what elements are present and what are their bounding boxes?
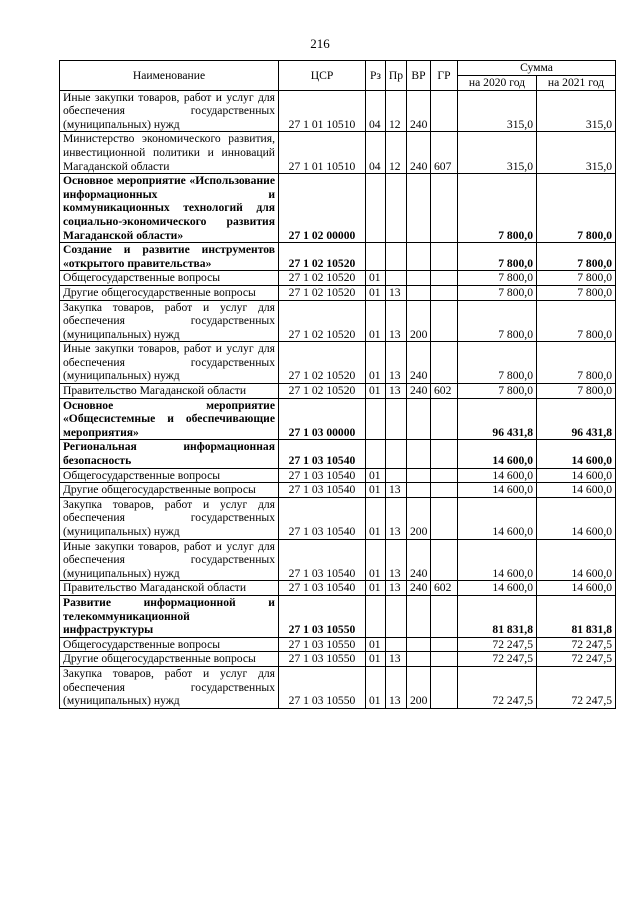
row-gr [431, 300, 458, 342]
row-pr [386, 174, 407, 243]
header-gr: ГР [431, 61, 458, 91]
row-name: Правительство Магаданской области [60, 384, 279, 399]
row-vr [407, 398, 431, 440]
row-sum-2020: 7 800,0 [458, 285, 537, 300]
row-csr: 27 1 03 10540 [279, 440, 366, 468]
row-vr: 240 [407, 539, 431, 581]
row-vr [407, 243, 431, 271]
row-gr [431, 271, 458, 286]
row-rz [366, 243, 386, 271]
row-rz: 01 [366, 271, 386, 286]
row-rz [366, 595, 386, 637]
row-name: Общегосударственные вопросы [60, 637, 279, 652]
row-gr [431, 285, 458, 300]
row-rz [366, 398, 386, 440]
row-csr: 27 1 03 10540 [279, 483, 366, 498]
table-row [60, 666, 616, 708]
row-csr: 27 1 02 10520 [279, 271, 366, 286]
table-row [60, 468, 616, 483]
header-pr: Пр [386, 61, 407, 91]
table-row [60, 90, 616, 132]
table-row [60, 398, 616, 440]
table-row [60, 174, 616, 243]
row-gr [431, 483, 458, 498]
row-name: Иные закупки товаров, работ и услуг для обеспечения государственных (муниципальных) нужд [60, 539, 279, 581]
row-name: Закупка товаров, работ и услуг для обеспечения государственных (муниципальных) нужд [60, 666, 279, 708]
row-name: Создание и развитие инструментов «открытого правительства» [60, 243, 279, 271]
row-name: Министерство экономического развития, инвестиционной политики и инноваций Магаданской области [60, 132, 279, 174]
row-sum-2020: 7 800,0 [458, 271, 537, 286]
table-body [60, 90, 616, 708]
row-gr: 602 [431, 384, 458, 399]
row-sum-2020: 7 800,0 [458, 174, 537, 243]
row-sum-2021: 7 800,0 [537, 342, 616, 384]
row-sum-2020: 315,0 [458, 132, 537, 174]
row-sum-2020: 14 600,0 [458, 468, 537, 483]
row-csr: 27 1 02 10520 [279, 243, 366, 271]
row-rz: 04 [366, 90, 386, 132]
row-sum-2021: 14 600,0 [537, 440, 616, 468]
row-sum-2020: 72 247,5 [458, 637, 537, 652]
row-sum-2021: 7 800,0 [537, 300, 616, 342]
row-csr: 27 1 03 10540 [279, 468, 366, 483]
row-sum-2020: 72 247,5 [458, 666, 537, 708]
row-gr [431, 666, 458, 708]
row-vr [407, 595, 431, 637]
row-pr [386, 440, 407, 468]
row-csr: 27 1 02 00000 [279, 174, 366, 243]
row-vr [407, 483, 431, 498]
row-sum-2021: 14 600,0 [537, 483, 616, 498]
row-csr: 27 1 03 10540 [279, 581, 366, 596]
header-name: Наименование [60, 61, 279, 91]
row-sum-2020: 14 600,0 [458, 581, 537, 596]
budget-table [59, 60, 616, 709]
row-vr [407, 285, 431, 300]
table-row [60, 581, 616, 596]
row-rz [366, 174, 386, 243]
row-sum-2021: 7 800,0 [537, 243, 616, 271]
page-number: 216 [310, 36, 330, 51]
row-sum-2020: 14 600,0 [458, 440, 537, 468]
row-pr [386, 398, 407, 440]
row-csr: 27 1 03 10540 [279, 497, 366, 539]
row-sum-2021: 7 800,0 [537, 384, 616, 399]
row-sum-2021: 14 600,0 [537, 581, 616, 596]
row-vr: 200 [407, 666, 431, 708]
table-row [60, 483, 616, 498]
row-name: Другие общегосударственные вопросы [60, 483, 279, 498]
header-vr: ВР [407, 61, 431, 91]
row-sum-2021: 72 247,5 [537, 666, 616, 708]
table-header [60, 61, 616, 91]
row-vr: 240 [407, 581, 431, 596]
row-sum-2020: 7 800,0 [458, 384, 537, 399]
row-gr [431, 90, 458, 132]
row-csr: 27 1 03 10550 [279, 666, 366, 708]
row-vr: 240 [407, 90, 431, 132]
row-rz: 01 [366, 666, 386, 708]
row-pr: 13 [386, 300, 407, 342]
row-vr [407, 174, 431, 243]
row-pr [386, 468, 407, 483]
row-sum-2021: 315,0 [537, 132, 616, 174]
row-pr [386, 243, 407, 271]
row-pr: 13 [386, 285, 407, 300]
table-row [60, 342, 616, 384]
row-name: Закупка товаров, работ и услуг для обеспечения государственных (муниципальных) нужд [60, 300, 279, 342]
row-name: Общегосударственные вопросы [60, 468, 279, 483]
row-vr [407, 637, 431, 652]
row-gr [431, 595, 458, 637]
row-name: Общегосударственные вопросы [60, 271, 279, 286]
row-rz: 01 [366, 539, 386, 581]
row-sum-2020: 14 600,0 [458, 497, 537, 539]
row-vr [407, 271, 431, 286]
row-name: Другие общегосударственные вопросы [60, 652, 279, 667]
row-sum-2021: 72 247,5 [537, 652, 616, 667]
row-rz: 01 [366, 483, 386, 498]
row-sum-2020: 14 600,0 [458, 483, 537, 498]
row-rz: 04 [366, 132, 386, 174]
row-name: Развитие информационной и телекоммуникационной инфраструктуры [60, 595, 279, 637]
table-row [60, 440, 616, 468]
header-year-2021: на 2021 год [537, 75, 616, 90]
row-gr [431, 342, 458, 384]
row-csr: 27 1 02 10520 [279, 342, 366, 384]
row-pr: 13 [386, 384, 407, 399]
row-sum-2021: 7 800,0 [537, 285, 616, 300]
row-csr: 27 1 03 00000 [279, 398, 366, 440]
row-rz: 01 [366, 468, 386, 483]
table-row [60, 132, 616, 174]
row-pr [386, 637, 407, 652]
table-row [60, 652, 616, 667]
row-pr: 13 [386, 342, 407, 384]
row-vr [407, 440, 431, 468]
row-csr: 27 1 02 10520 [279, 300, 366, 342]
row-rz: 01 [366, 581, 386, 596]
row-sum-2021: 14 600,0 [537, 539, 616, 581]
table-row [60, 271, 616, 286]
row-gr [431, 652, 458, 667]
row-gr [431, 468, 458, 483]
row-pr [386, 271, 407, 286]
row-rz: 01 [366, 652, 386, 667]
row-csr: 27 1 01 10510 [279, 90, 366, 132]
row-sum-2021: 14 600,0 [537, 468, 616, 483]
row-csr: 27 1 03 10550 [279, 595, 366, 637]
header-rz: Рз [366, 61, 386, 91]
row-gr [431, 440, 458, 468]
row-sum-2021: 315,0 [537, 90, 616, 132]
row-sum-2020: 315,0 [458, 90, 537, 132]
table-row [60, 497, 616, 539]
table-row [60, 300, 616, 342]
row-csr: 27 1 01 10510 [279, 132, 366, 174]
row-pr: 13 [386, 483, 407, 498]
row-name: Иные закупки товаров, работ и услуг для обеспечения государственных (муниципальных) нужд [60, 90, 279, 132]
row-name: Основное мероприятие «Использование информационных и коммуникационных технологий для социально-экономического развития Магаданской области» [60, 174, 279, 243]
row-vr: 200 [407, 300, 431, 342]
row-pr: 12 [386, 132, 407, 174]
row-pr: 13 [386, 652, 407, 667]
row-name: Региональная информационная безопасность [60, 440, 279, 468]
row-sum-2021: 7 800,0 [537, 174, 616, 243]
row-gr: 602 [431, 581, 458, 596]
header-csr: ЦСР [279, 61, 366, 91]
row-rz: 01 [366, 637, 386, 652]
row-sum-2020: 7 800,0 [458, 342, 537, 384]
row-sum-2020: 72 247,5 [458, 652, 537, 667]
row-sum-2020: 14 600,0 [458, 539, 537, 581]
row-vr: 240 [407, 132, 431, 174]
row-pr: 13 [386, 539, 407, 581]
row-vr [407, 652, 431, 667]
row-sum-2021: 72 247,5 [537, 637, 616, 652]
row-csr: 27 1 03 10550 [279, 637, 366, 652]
row-sum-2021: 14 600,0 [537, 497, 616, 539]
row-pr: 13 [386, 581, 407, 596]
row-sum-2021: 81 831,8 [537, 595, 616, 637]
row-name: Правительство Магаданской области [60, 581, 279, 596]
table-row [60, 384, 616, 399]
row-rz: 01 [366, 384, 386, 399]
table-row [60, 243, 616, 271]
table-row [60, 595, 616, 637]
header-sum: Сумма [458, 61, 616, 76]
row-vr [407, 468, 431, 483]
row-sum-2020: 81 831,8 [458, 595, 537, 637]
row-sum-2020: 96 431,8 [458, 398, 537, 440]
row-csr: 27 1 02 10520 [279, 384, 366, 399]
row-csr: 27 1 03 10540 [279, 539, 366, 581]
row-rz: 01 [366, 342, 386, 384]
row-gr [431, 539, 458, 581]
table-row [60, 285, 616, 300]
row-name: Основное мероприятие «Общесистемные и обеспечивающие мероприятия» [60, 398, 279, 440]
row-rz: 01 [366, 300, 386, 342]
row-vr: 240 [407, 342, 431, 384]
row-name: Иные закупки товаров, работ и услуг для обеспечения государственных (муниципальных) нужд [60, 342, 279, 384]
row-rz: 01 [366, 497, 386, 539]
row-sum-2020: 7 800,0 [458, 300, 537, 342]
row-sum-2020: 7 800,0 [458, 243, 537, 271]
row-sum-2021: 96 431,8 [537, 398, 616, 440]
row-pr: 13 [386, 666, 407, 708]
row-gr [431, 398, 458, 440]
row-sum-2021: 7 800,0 [537, 271, 616, 286]
row-gr: 607 [431, 132, 458, 174]
row-rz: 01 [366, 285, 386, 300]
row-gr [431, 637, 458, 652]
row-pr: 12 [386, 90, 407, 132]
table-row [60, 539, 616, 581]
row-vr: 240 [407, 384, 431, 399]
row-csr: 27 1 03 10550 [279, 652, 366, 667]
row-name: Другие общегосударственные вопросы [60, 285, 279, 300]
table-row [60, 637, 616, 652]
row-pr [386, 595, 407, 637]
row-pr: 13 [386, 497, 407, 539]
row-csr: 27 1 02 10520 [279, 285, 366, 300]
row-gr [431, 174, 458, 243]
header-year-2020: на 2020 год [458, 75, 537, 90]
row-name: Закупка товаров, работ и услуг для обеспечения государственных (муниципальных) нужд [60, 497, 279, 539]
row-gr [431, 243, 458, 271]
row-rz [366, 440, 386, 468]
row-gr [431, 497, 458, 539]
row-vr: 200 [407, 497, 431, 539]
